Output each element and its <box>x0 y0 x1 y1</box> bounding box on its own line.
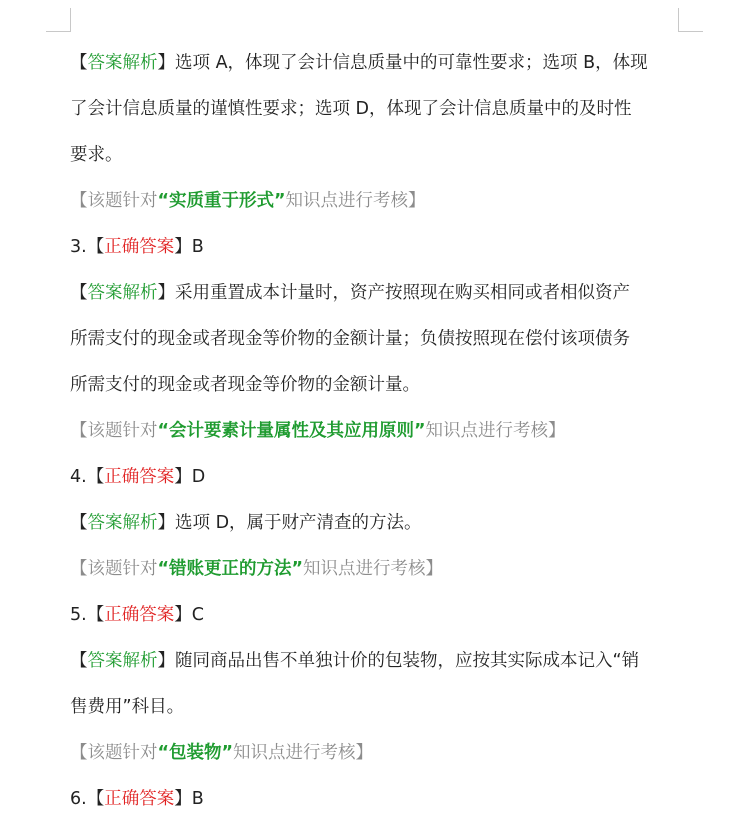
bracket-close: 】 <box>174 467 192 487</box>
bracket-close: 】 <box>157 513 175 533</box>
analysis-text: 采用重置成本计量时，资产按照现在购买相同或者相似资产 <box>175 283 630 303</box>
knowledge-point-prefix: 【该题针对 <box>70 421 158 441</box>
bracket-open: 【 <box>86 605 105 625</box>
answer-line <box>70 224 682 270</box>
document-body <box>70 40 682 822</box>
bracket-close: 】 <box>174 605 192 625</box>
knowledge-point-suffix: 知识点进行考核】 <box>233 743 374 763</box>
bracket-close: 】 <box>157 53 175 73</box>
page-corner-mark-top-left-horizontal <box>46 31 70 32</box>
page-corner-mark-top-left <box>70 8 71 32</box>
correct-answer-label: 正确答案 <box>104 605 175 625</box>
question-number: 6. <box>70 789 87 809</box>
correct-answer-label: 正确答案 <box>104 789 175 809</box>
answer-value: D <box>191 467 206 487</box>
page-corner-mark-top-right <box>678 8 679 32</box>
question-number: 3. <box>70 237 87 257</box>
analysis-line <box>70 500 682 546</box>
knowledge-point-line <box>70 730 682 776</box>
analysis-label: 答案解析 <box>87 513 158 533</box>
bracket-open: 【 <box>70 513 88 533</box>
bracket-open: 【 <box>86 789 105 809</box>
bracket-open: 【 <box>70 283 88 303</box>
bracket-close: 】 <box>174 789 192 809</box>
bracket-open: 【 <box>86 237 105 257</box>
bracket-open: 【 <box>86 467 105 487</box>
analysis-line <box>70 638 682 684</box>
analysis-text: 选项 D，属于财产清查的方法。 <box>175 513 422 533</box>
analysis-text: 选项 A，体现了会计信息质量中的可靠性要求；选项 B，体现 <box>175 53 648 73</box>
analysis-text: 所需支付的现金或者现金等价物的金额计量；负债按照现在偿付该项债务 <box>70 329 630 349</box>
knowledge-point: “包装物” <box>157 743 234 763</box>
analysis-line <box>70 86 682 132</box>
answer-value: B <box>191 789 204 809</box>
bracket-open: 【 <box>70 651 88 671</box>
analysis-text: 要求。 <box>70 145 123 165</box>
analysis-text: 所需支付的现金或者现金等价物的金额计量。 <box>70 375 420 395</box>
analysis-line <box>70 270 682 316</box>
answer-line <box>70 776 682 822</box>
analysis-label: 答案解析 <box>87 651 158 671</box>
analysis-text: 随同商品出售不单独计价的包装物，应按其实际成本记入“销 <box>175 651 640 671</box>
knowledge-point-line <box>70 178 682 224</box>
knowledge-point-suffix: 知识点进行考核】 <box>285 191 426 211</box>
knowledge-point-prefix: 【该题针对 <box>70 191 158 211</box>
answer-line <box>70 592 682 638</box>
correct-answer-label: 正确答案 <box>104 237 175 257</box>
knowledge-point: “实质重于形式” <box>157 191 286 211</box>
analysis-text: 售费用”科目。 <box>70 697 185 717</box>
knowledge-point: “会计要素计量属性及其应用原则” <box>157 421 426 441</box>
question-number: 4. <box>70 467 87 487</box>
knowledge-point: “错账更正的方法” <box>157 559 304 579</box>
analysis-line <box>70 132 682 178</box>
knowledge-point-prefix: 【该题针对 <box>70 743 158 763</box>
bracket-close: 】 <box>157 283 175 303</box>
question-number: 5. <box>70 605 87 625</box>
knowledge-point-suffix: 知识点进行考核】 <box>425 421 566 441</box>
analysis-text: 了会计信息质量的谨慎性要求；选项 D，体现了会计信息质量中的及时性 <box>70 99 632 119</box>
bracket-open: 【 <box>70 53 88 73</box>
knowledge-point-line <box>70 546 682 592</box>
knowledge-point-prefix: 【该题针对 <box>70 559 158 579</box>
analysis-line <box>70 362 682 408</box>
page-corner-mark-top-right-horizontal <box>679 31 703 32</box>
knowledge-point-line <box>70 408 682 454</box>
knowledge-point-suffix: 知识点进行考核】 <box>303 559 444 579</box>
bracket-close: 】 <box>157 651 175 671</box>
analysis-line <box>70 684 682 730</box>
analysis-line <box>70 316 682 362</box>
analysis-label: 答案解析 <box>87 53 158 73</box>
bracket-close: 】 <box>174 237 192 257</box>
analysis-line <box>70 40 682 86</box>
answer-value: C <box>191 605 204 625</box>
analysis-label: 答案解析 <box>87 283 158 303</box>
answer-value: B <box>191 237 204 257</box>
answer-line <box>70 454 682 500</box>
correct-answer-label: 正确答案 <box>104 467 175 487</box>
